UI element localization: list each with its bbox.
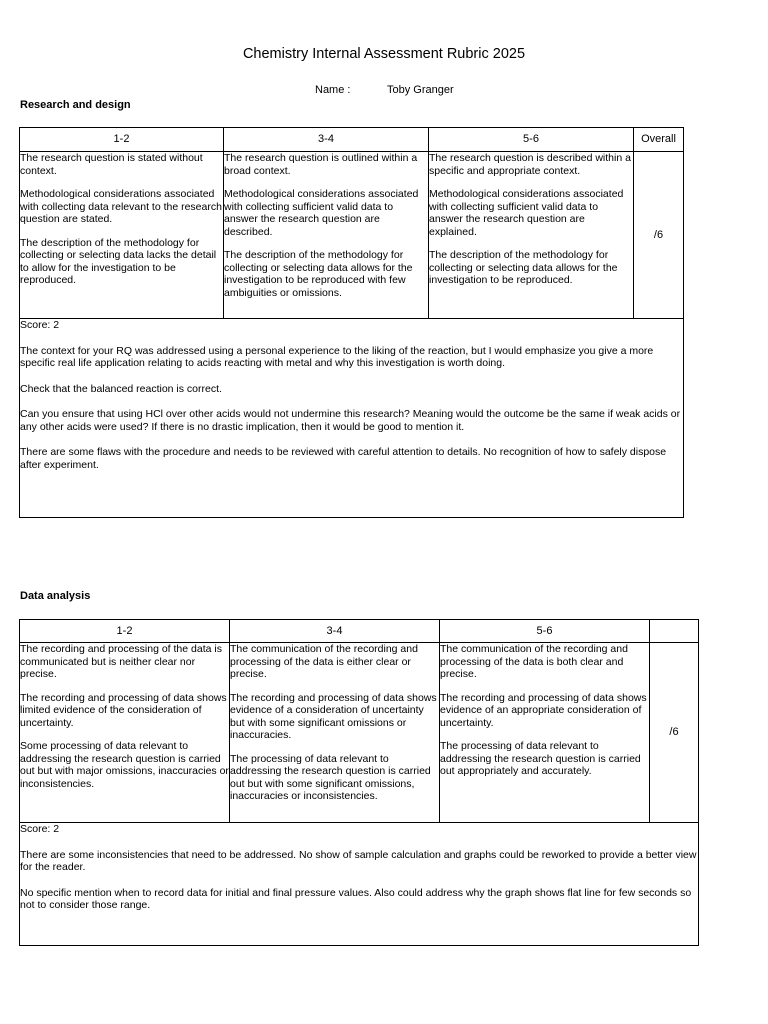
column-header: 3-4 <box>230 620 440 643</box>
feedback-comments <box>20 823 699 946</box>
criterion-text: Methodological considerations associated with collecting sufficient valid data to answer the research question are explained. <box>429 188 624 238</box>
column-header: 5-6 <box>429 128 634 152</box>
comment-text: Can you ensure that using HCl over other acids would not undermine this research? Meaning would the outcome be the same if weak acids or any other acids were used? If there is no drastic implication, then it would be good to mention it. <box>20 408 681 433</box>
criterion-text: The processing of data relevant to addressing the research question is carried out but with some significant omissions, inaccuracies or inconsistencies. <box>230 752 431 802</box>
criterion-text: The description of the methodology for collecting or selecting data allows for the investigation to be reproduced with few ambiguities or omissions. <box>224 249 413 299</box>
criterion-text: The recording and processing of data shows evidence of a consideration of uncertainty but with some significant omissions or inaccuracies. <box>230 691 437 741</box>
student-name: Toby Granger <box>387 84 454 96</box>
criterion-text: The research question is stated without context. <box>20 152 203 177</box>
section-heading-data-analysis: Data analysis <box>20 590 91 602</box>
comment-text: There are some flaws with the procedure and needs to be reviewed with careful attention to details. No recognition of how to safely dispose after experiment. <box>20 446 667 471</box>
student-name-row <box>315 84 454 96</box>
rubric-table-research-design <box>19 127 684 518</box>
criterion-text: The recording and processing of data shows evidence of an appropriate consideration of uncertainty. <box>440 691 647 729</box>
criterion-text: The description of the methodology for collecting or selecting data allows for the investigation to be reproduced. <box>429 249 618 286</box>
column-header: 1-2 <box>20 620 230 643</box>
criterion-text: The recording and processing of the data is communicated but is neither clear nor precise. <box>20 643 222 680</box>
name-label: Name : <box>315 84 351 96</box>
criteria-cell-1-2 <box>20 152 224 319</box>
overall-score-cell: /6 <box>634 152 684 319</box>
criteria-cell-5-6 <box>429 152 634 319</box>
column-header: 1-2 <box>20 128 224 152</box>
criteria-cell-3-4 <box>230 643 440 823</box>
criterion-text: Methodological considerations associated with collecting data relevant to the research question are stated. <box>20 188 222 225</box>
page-title: Chemistry Internal Assessment Rubric 2025 <box>242 46 526 62</box>
comment-text: There are some inconsistencies that need to be addressed. No show of sample calculation and graphs could be reworked to provide a better view for the reader. <box>20 848 697 873</box>
rubric-table-data-analysis <box>19 619 699 946</box>
overall-score-cell: /6 <box>650 643 699 823</box>
comment-text: The context for your RQ was addressed using a personal experience to the liking of the reaction, but I would emphasize you give a more specific real life application relating to acids reacting with metal and why this investigation is worth doing. <box>20 344 654 369</box>
column-header: 5-6 <box>440 620 650 643</box>
criterion-text: The communication of the recording and processing of the data is both clear and precise. <box>440 643 628 680</box>
criterion-text: The description of the methodology for collecting or selecting data lacks the detail to allow for the investigation to be reproduced. <box>20 236 217 286</box>
criterion-text: The processing of data relevant to addressing the research question is carried out appropriately and accurately. <box>440 740 641 777</box>
score-text: Score: 2 <box>20 823 60 835</box>
criteria-cell-5-6 <box>440 643 650 823</box>
comment-text: Check that the balanced reaction is correct. <box>20 382 222 395</box>
criterion-text: The research question is outlined within a broad context. <box>224 152 418 177</box>
criteria-cell-3-4 <box>224 152 429 319</box>
criterion-text: The communication of the recording and processing of the data is either clear or precise. <box>230 643 418 680</box>
section-heading-research-design: Research and design <box>20 99 131 111</box>
comment-text: No specific mention when to record data for initial and final pressure values. Also could address why the graph shows flat line for few seconds so not to consider those range. <box>20 886 692 911</box>
feedback-comments <box>20 319 684 518</box>
criterion-text: The research question is described within a specific and appropriate context. <box>429 152 631 177</box>
column-header: 3-4 <box>224 128 429 152</box>
column-header-overall: Overall <box>634 128 684 152</box>
column-header-overall <box>650 620 699 643</box>
criteria-cell-1-2 <box>20 643 230 823</box>
score-text: Score: 2 <box>20 319 60 331</box>
criterion-text: Some processing of data relevant to addressing the research question is carried out but with major omissions, inaccuracies or inconsistencies. <box>20 740 229 790</box>
criterion-text: Methodological considerations associated with collecting sufficient valid data to answer the research question are described. <box>224 188 419 238</box>
criterion-text: The recording and processing of data shows limited evidence of the consideration of uncertainty. <box>20 691 227 729</box>
